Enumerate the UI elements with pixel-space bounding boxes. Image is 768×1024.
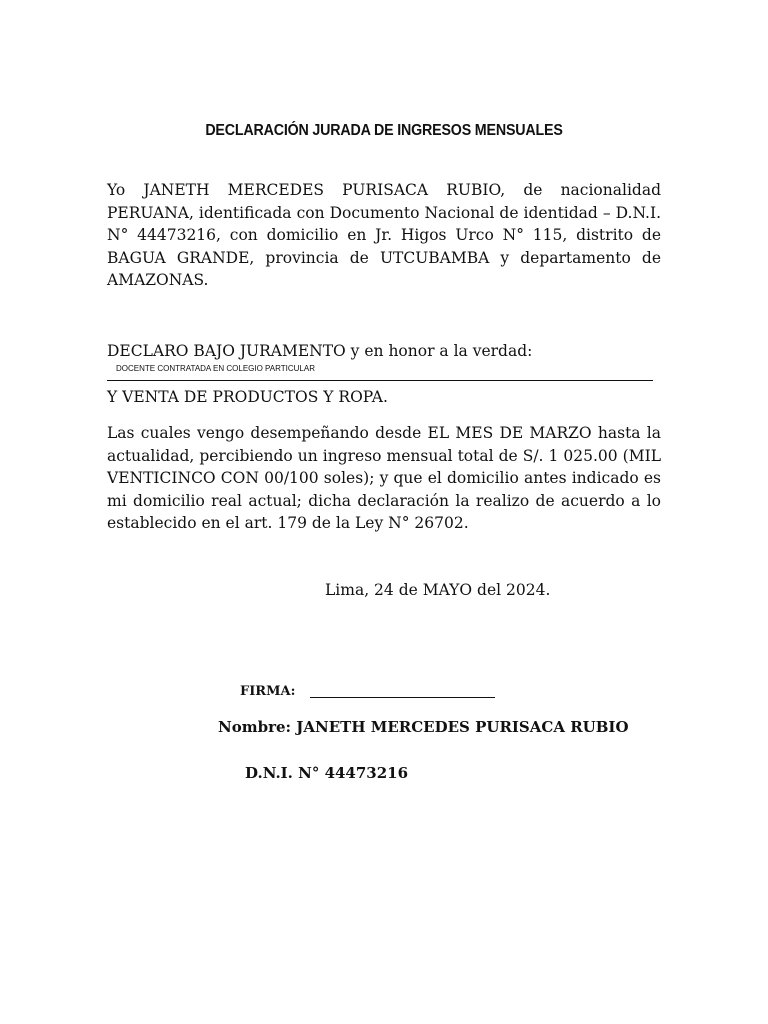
income-paragraph: Las cuales vengo desempeñando desde EL MES DE MARZO hasta la actualidad, percibiendo un ingreso mensual total de S/. 1 025.00 (MIL VENTICINCO CON 00/100 soles); y que el domicilio antes indicado es mi domicilio real actual; dicha declaración la realizo de acuerdo a lo establecido en el art. 179 de la Ley N° 26702. [107, 424, 661, 533]
occupation-fill-line [107, 380, 653, 381]
place-date: Lima, 24 de MAYO del 2024. [325, 581, 551, 599]
identity-paragraph: Yo JANETH MERCEDES PURISACA RUBIO, de nacionalidad PERUANA, identificada con Documento Nacional de identidad – D.N.I. N° 44473216, con domicilio en Jr. Higos Urco N° 115, distrito de BAGUA GRANDE, provincia de UTCUBAMBA y departamento de AMAZONAS. [107, 181, 661, 290]
occupation-continuation: Y VENTA DE PRODUCTOS Y ROPA. [107, 388, 388, 406]
occupation-fill-text: DOCENTE CONTRATADA EN COLEGIO PARTICULAR [116, 364, 315, 373]
signature-line [310, 697, 495, 698]
signature-label: FIRMA: [240, 684, 296, 699]
signer-dni: D.N.I. N° 44473216 [245, 764, 409, 782]
declaration-statement: DECLARO BAJO JURAMENTO y en honor a la verdad: [107, 342, 533, 360]
signer-name: Nombre: JANETH MERCEDES PURISACA RUBIO [218, 718, 629, 736]
document-title: DECLARACIÓN JURADA DE INGRESOS MENSUALES [205, 122, 563, 139]
